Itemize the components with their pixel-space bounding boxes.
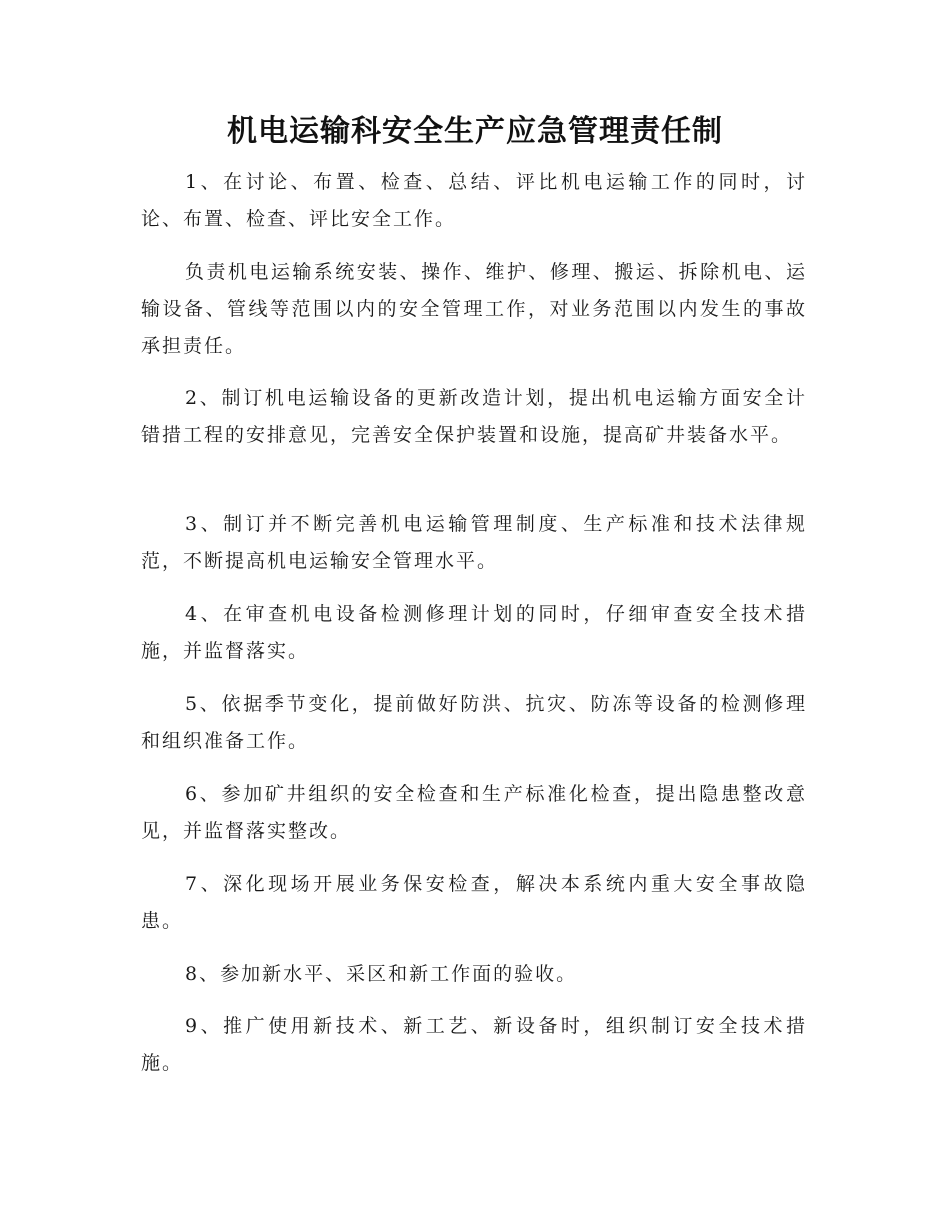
paragraph-9: 8、参加新水平、采区和新工作面的验收。 bbox=[185, 963, 578, 985]
document-title: 机电运输科安全生产应急管理责任制 bbox=[227, 114, 723, 149]
paragraph-3: 2、制订机电运输设备的更新改造计划，提出机电运输方面安全计错措工程的安排意见，完善安全保护装置和设施，提高矿井装备水平。 bbox=[141, 387, 807, 446]
paragraph-1: 1、在讨论、布置、检查、总结、评比机电运输工作的同时，讨论、布置、检查、评比安全工作。 bbox=[141, 171, 807, 230]
paragraph-2: 负责机电运输系统安装、操作、维护、修理、搬运、拆除机电、运输设备、管线等范围以内的安全管理工作，对业务范围以内发生的事故承担责任。 bbox=[141, 261, 807, 357]
paragraph-6: 5、依据季节变化，提前做好防洪、抗灾、防冻等设备的检测修理和组织准备工作。 bbox=[141, 693, 807, 752]
paragraph-7: 6、参加矿井组织的安全检查和生产标准化检查，提出隐患整改意见，并监督落实整改。 bbox=[141, 783, 807, 842]
paragraph-4: 3、制订并不断完善机电运输管理制度、生产标准和技术法律规范，不断提高机电运输安全管理水平。 bbox=[141, 513, 807, 572]
paragraph-8: 7、深化现场开展业务保安检查，解决本系统内重大安全事故隐患。 bbox=[141, 873, 807, 932]
paragraph-10: 9、推广使用新技术、新工艺、新设备时，组织制订安全技术措施。 bbox=[141, 1015, 807, 1074]
paragraph-5: 4、在审查机电设备检测修理计划的同时，仔细审查安全技术措施，并监督落实。 bbox=[141, 603, 807, 662]
